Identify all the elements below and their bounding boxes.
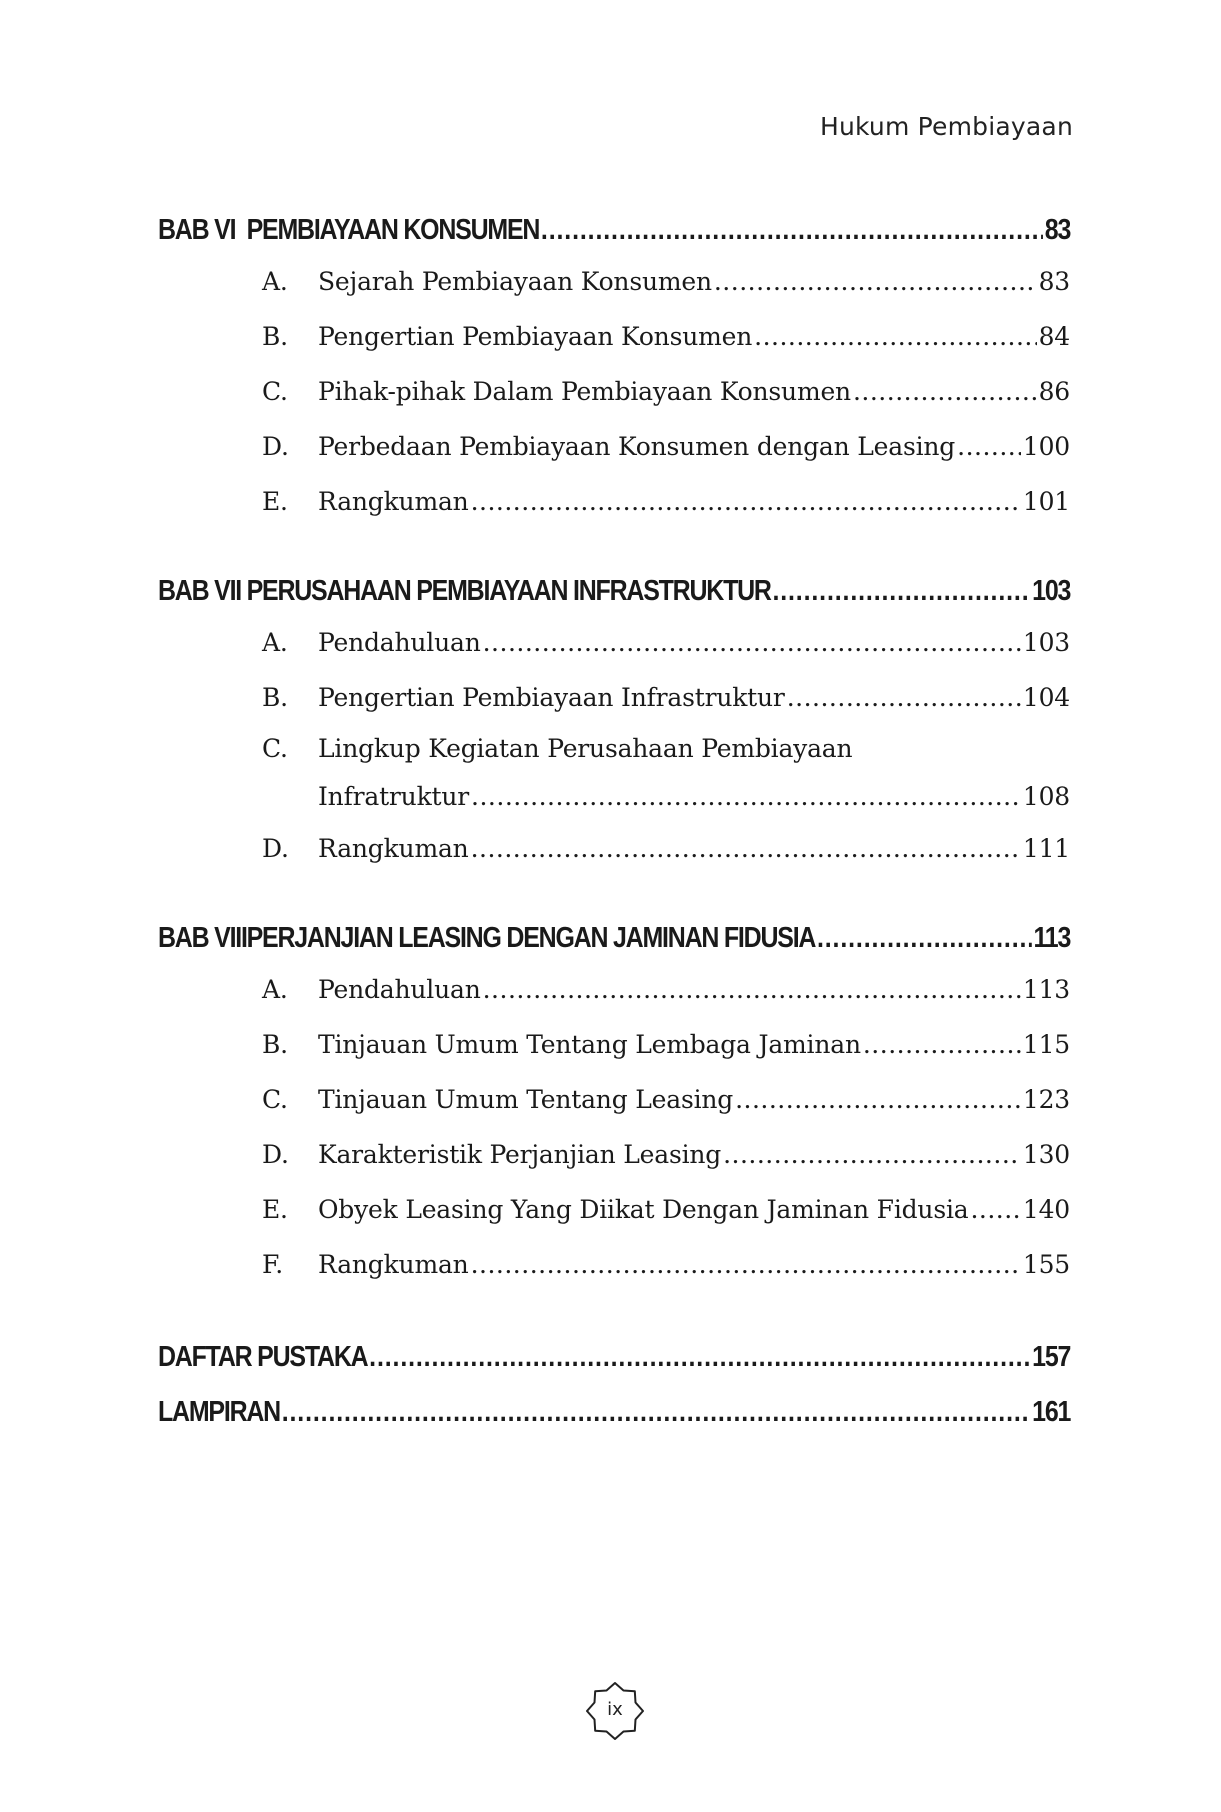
- section-title: Karakteristik Perjanjian Leasing: [318, 1140, 722, 1169]
- toc-backmatter-daftar-pustaka[interactable]: [158, 1330, 1070, 1385]
- toc-section[interactable]: [158, 1237, 1070, 1292]
- dot-leader: [471, 474, 1021, 529]
- chapter-number: BAB VI: [158, 214, 236, 246]
- chapter-bab-vii: [158, 567, 1070, 876]
- section-letter: A.: [262, 628, 288, 657]
- toc-section[interactable]: [158, 615, 1070, 670]
- dot-leader: [714, 254, 1037, 309]
- dot-leader: [853, 364, 1037, 419]
- dot-leader: [723, 1127, 1021, 1182]
- section-page-number: 155: [1022, 1250, 1070, 1279]
- section-page-number: 86: [1038, 377, 1070, 406]
- chapter-page-number: 113: [1033, 922, 1071, 954]
- chapter-heading[interactable]: [158, 914, 1070, 962]
- section-letter: C.: [262, 734, 288, 763]
- section-page-number: 100: [1022, 432, 1070, 461]
- toc-section[interactable]: [158, 309, 1070, 364]
- section-title: Rangkuman: [318, 1250, 469, 1279]
- chapter-title: PEMBIAYAAN KONSUMEN: [246, 214, 540, 246]
- dot-leader: [483, 615, 1021, 670]
- toc-section-multiline[interactable]: [158, 725, 1070, 821]
- section-letter: E.: [262, 487, 288, 516]
- section-title: Pendahuluan: [318, 975, 481, 1004]
- dot-leader: [541, 206, 1043, 254]
- section-title: Perbedaan Pembiayaan Konsumen dengan Leasing: [318, 432, 956, 461]
- chapter-title: PERJANJIAN LEASING DENGAN JAMINAN FIDUSIA: [246, 922, 816, 954]
- page-number-badge: [584, 1680, 646, 1742]
- page-number: ix: [607, 1699, 623, 1720]
- backmatter-page-number: 157: [1032, 1341, 1071, 1373]
- table-of-contents: [158, 206, 1070, 1440]
- dot-leader: [772, 567, 1030, 615]
- section-letter: F.: [262, 1250, 283, 1279]
- section-title: Pendahuluan: [318, 628, 481, 657]
- running-header: Hukum Pembiayaan: [819, 112, 1073, 141]
- section-page-number: 104: [1022, 683, 1070, 712]
- dot-leader: [735, 1072, 1021, 1127]
- section-title: Obyek Leasing Yang Diikat Dengan Jaminan Fidusia: [318, 1195, 969, 1224]
- section-page-number: 108: [1022, 782, 1070, 811]
- section-page-number: 83: [1038, 267, 1070, 296]
- chapter-bab-viii: [158, 914, 1070, 1292]
- chapter-heading[interactable]: [158, 206, 1070, 254]
- section-letter: C.: [262, 377, 288, 406]
- dot-leader: [817, 914, 1032, 962]
- toc-section[interactable]: [158, 419, 1070, 474]
- backmatter-title: LAMPIRAN: [158, 1396, 280, 1428]
- chapter-number: BAB VII: [158, 575, 242, 607]
- section-page-number: 140: [1022, 1195, 1070, 1224]
- section-letter: A.: [262, 267, 288, 296]
- toc-section[interactable]: [158, 670, 1070, 725]
- toc-section[interactable]: [158, 1182, 1070, 1237]
- section-page-number: 103: [1022, 628, 1070, 657]
- section-title: Pihak-pihak Dalam Pembiayaan Konsumen: [318, 377, 851, 406]
- section-title: Pengertian Pembiayaan Konsumen: [318, 322, 753, 351]
- chapter-title: PERUSAHAAN PEMBIAYAAN INFRASTRUKTUR: [246, 575, 771, 607]
- dot-leader: [863, 1017, 1021, 1072]
- chapter-heading[interactable]: [158, 567, 1070, 615]
- section-title-continued: Infratruktur: [318, 782, 470, 811]
- dot-leader: [787, 670, 1021, 725]
- dot-leader: [483, 962, 1021, 1017]
- section-title: Tinjauan Umum Tentang Leasing: [318, 1085, 734, 1114]
- section-letter: B.: [262, 1030, 288, 1059]
- section-letter: C.: [262, 1085, 288, 1114]
- toc-section[interactable]: [158, 1017, 1070, 1072]
- section-page-number: 101: [1022, 487, 1070, 516]
- section-letter: D.: [262, 432, 289, 461]
- dot-leader: [754, 309, 1036, 364]
- toc-section[interactable]: [158, 821, 1070, 876]
- backmatter: [158, 1330, 1070, 1440]
- dot-leader: [970, 1182, 1020, 1237]
- dot-leader: [471, 773, 1021, 821]
- toc-section[interactable]: [158, 474, 1070, 529]
- section-title: Rangkuman: [318, 487, 469, 516]
- toc-section[interactable]: [158, 962, 1070, 1017]
- dot-leader: [369, 1330, 1030, 1385]
- section-page-number: 123: [1022, 1085, 1070, 1114]
- chapter-page-number: 83: [1044, 214, 1071, 246]
- section-page-number: 130: [1022, 1140, 1070, 1169]
- section-letter: A.: [262, 975, 288, 1004]
- section-page-number: 113: [1022, 975, 1070, 1004]
- section-title: Lingkup Kegiatan Perusahaan Pembiayaan: [318, 734, 853, 763]
- chapter-page-number: 103: [1032, 575, 1071, 607]
- dot-leader: [282, 1385, 1031, 1440]
- section-title: Pengertian Pembiayaan Infrastruktur: [318, 683, 785, 712]
- section-letter: B.: [262, 322, 288, 351]
- dot-leader: [471, 821, 1021, 876]
- section-page-number: 111: [1022, 834, 1070, 863]
- chapter-bab-vi: [158, 206, 1070, 529]
- backmatter-title: DAFTAR PUSTAKA: [158, 1341, 368, 1373]
- chapter-number: BAB VIII: [158, 922, 247, 954]
- section-letter: E.: [262, 1195, 288, 1224]
- section-letter: D.: [262, 1140, 289, 1169]
- section-letter: B.: [262, 683, 288, 712]
- dot-leader: [471, 1237, 1021, 1292]
- section-title: Tinjauan Umum Tentang Lembaga Jaminan: [318, 1030, 861, 1059]
- section-page-number: 84: [1038, 322, 1070, 351]
- toc-section[interactable]: [158, 1127, 1070, 1182]
- toc-backmatter-lampiran[interactable]: [158, 1385, 1070, 1440]
- section-title: Sejarah Pembiayaan Konsumen: [318, 267, 712, 296]
- section-page-number: 115: [1022, 1030, 1070, 1059]
- toc-section[interactable]: [158, 1072, 1070, 1127]
- section-letter: D.: [262, 834, 289, 863]
- backmatter-page-number: 161: [1032, 1396, 1071, 1428]
- toc-section[interactable]: [158, 254, 1070, 309]
- dot-leader: [957, 419, 1021, 474]
- section-title: Rangkuman: [318, 834, 469, 863]
- toc-section[interactable]: [158, 364, 1070, 419]
